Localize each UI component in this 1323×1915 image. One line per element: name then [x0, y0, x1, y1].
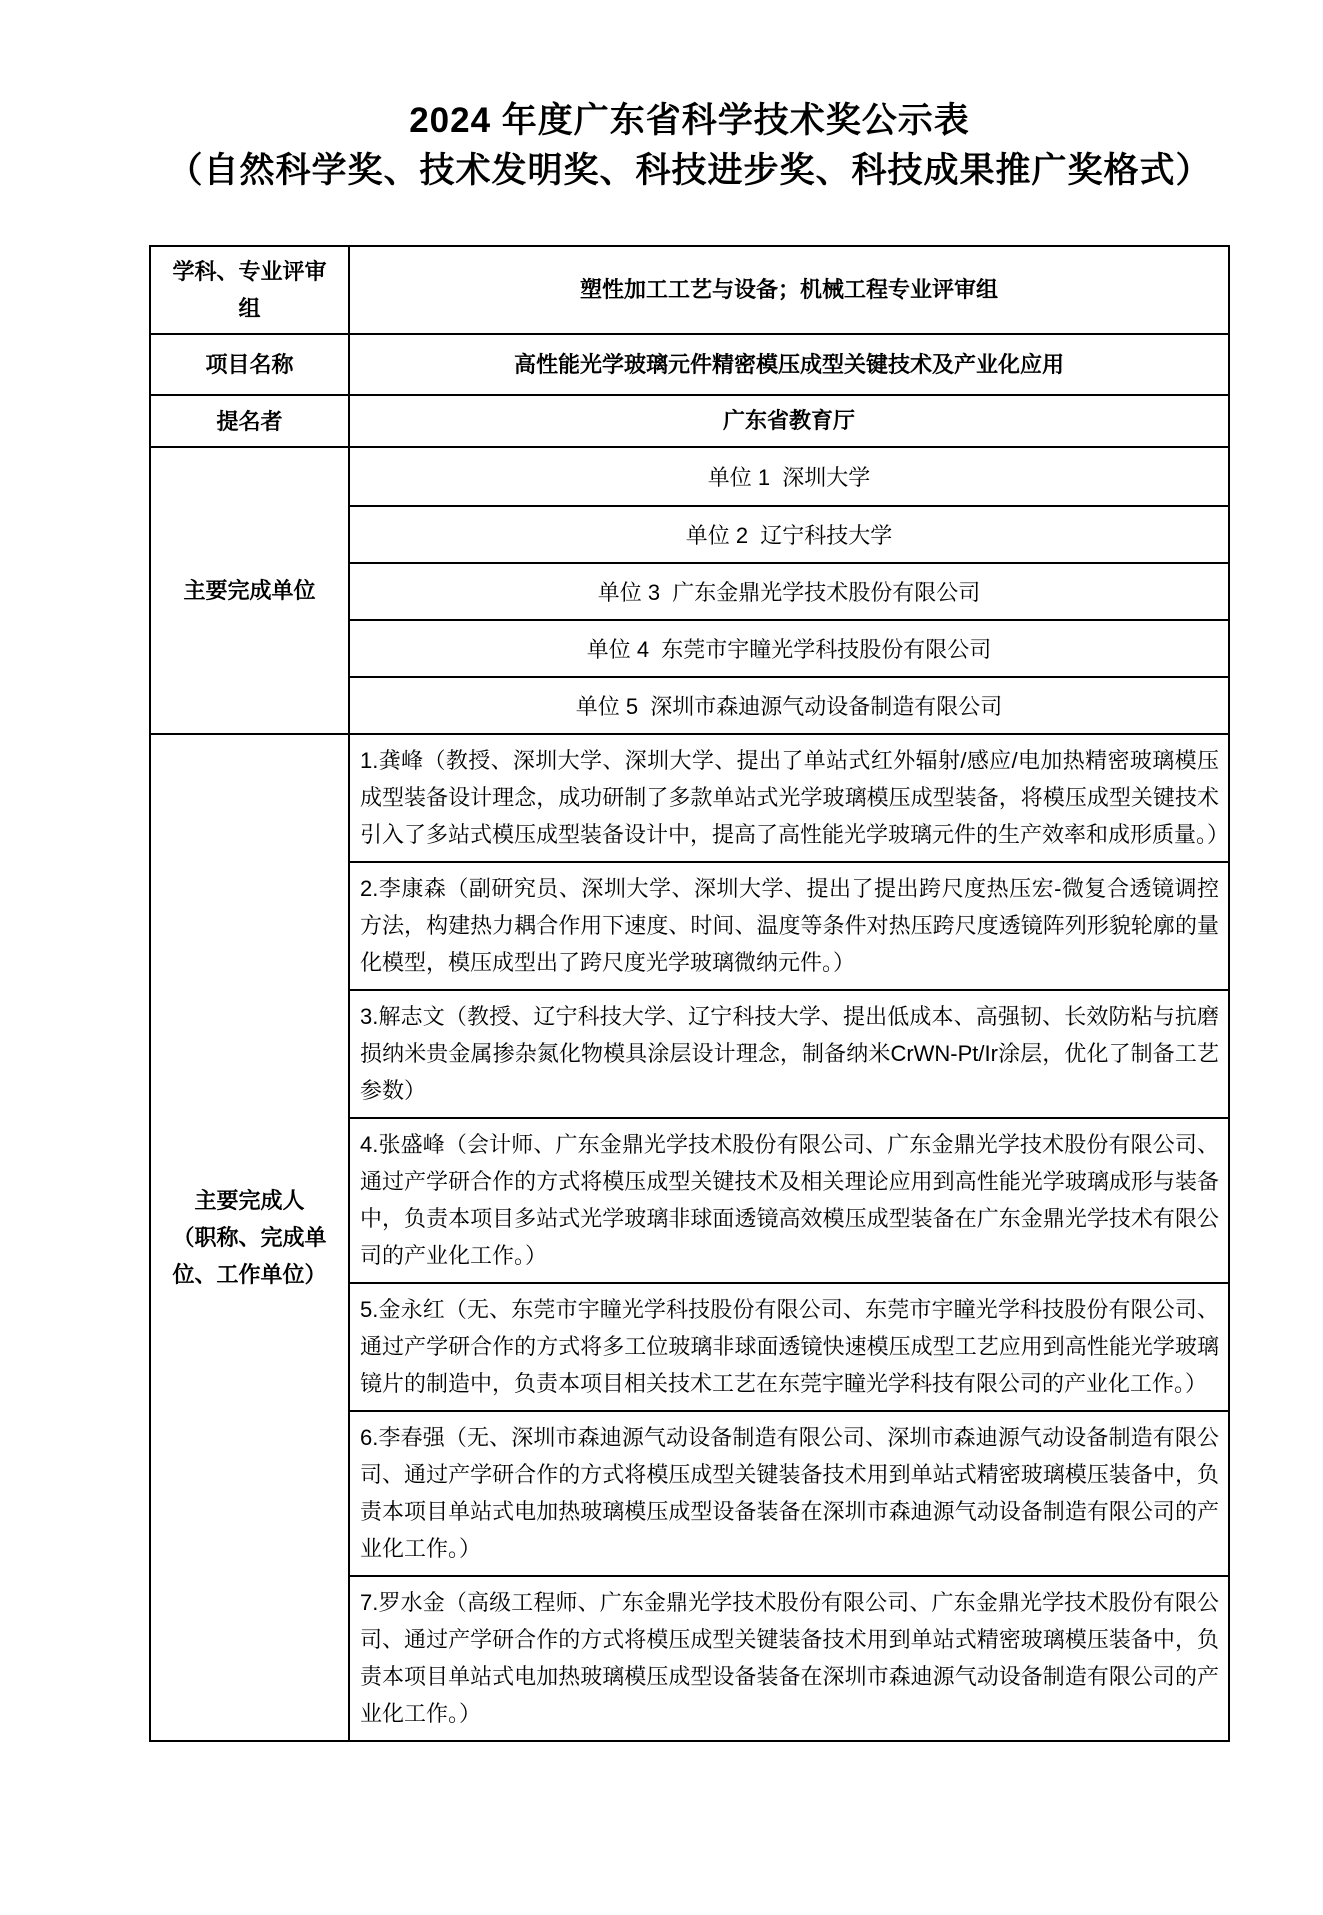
discipline-value: 塑性加工工艺与设备；机械工程专业评审组: [579, 277, 998, 302]
units-list: [350, 448, 1228, 733]
unit-item-4: 单位 4 东莞市宇瞳光学科技股份有限公司: [350, 619, 1228, 676]
persons-label: [151, 735, 350, 1740]
unit-item-2: 单位 2 辽宁科技大学: [350, 505, 1228, 562]
document-title: [149, 96, 1230, 196]
persons-list: [350, 735, 1228, 1740]
title-line-2: （自然科学奖、技术发明奖、科技进步奖、科技成果推广奖格式）: [167, 151, 1212, 190]
person-item-5: 5.金永红（无、东莞市宇瞳光学科技股份有限公司、东莞市宇瞳光学科技股份有限公司、通过产学研合作的方式将多工位玻璃非球面透镜快速模压成型工艺应用到高性能光学玻璃镜片的制造中，负责本项目相关技术工艺在东莞宇瞳光学科技有限公司的产业化工作。）: [350, 1282, 1228, 1410]
project-label: 项目名称: [151, 335, 350, 394]
discipline-label: 学科、专业评审组: [151, 247, 350, 333]
table-row-project: [151, 333, 1228, 394]
person-item-6: 6.李春强（无、深圳市森迪源气动设备制造有限公司、深圳市森迪源气动设备制造有限公司、通过产学研合作的方式将模压成型关键装备技术用到单站式精密玻璃模压装备中，负责本项目单站式电加热玻璃模压成型设备装备在深圳市森迪源气动设备制造有限公司的产业化工作。）: [350, 1410, 1228, 1575]
nominator-label: 提名者: [151, 396, 350, 446]
table-row-units: [151, 446, 1228, 733]
award-publicity-table: [149, 245, 1230, 1742]
nominator-value: 广东省教育厅: [722, 408, 855, 433]
person-item-7: 7.罗水金（高级工程师、广东金鼎光学技术股份有限公司、广东金鼎光学技术股份有限公司、通过产学研合作的方式将模压成型关键装备技术用到单站式精密玻璃模压装备中，负责本项目单站式电加热玻璃模压成型设备装备在深圳市森迪源气动设备制造有限公司的产业化工作。）: [350, 1575, 1228, 1740]
unit-item-5: 单位 5 深圳市森迪源气动设备制造有限公司: [350, 676, 1228, 733]
unit-item-3: 单位 3 广东金鼎光学技术股份有限公司: [350, 562, 1228, 619]
unit-item-1: 单位 1 深圳大学: [707, 465, 871, 490]
person-item-2: 2.李康森（副研究员、深圳大学、深圳大学、提出了提出跨尺度热压宏-微复合透镜调控方法，构建热力耦合作用下速度、时间、温度等条件对热压跨尺度透镜阵列形貌轮廓的量化模型，模压成型出了跨尺度光学玻璃微纳元件。）: [350, 861, 1228, 989]
persons-label-line-1: 主要完成人: [194, 1188, 305, 1213]
table-row-nominator: [151, 394, 1228, 446]
person-item-3: 3.解志文（教授、辽宁科技大学、辽宁科技大学、提出低成本、高强韧、长效防粘与抗磨损纳米贵金属掺杂氮化物模具涂层设计理念，制备纳米CrWN-Pt/Ir涂层，优化了制备工艺参数）: [350, 989, 1228, 1117]
title-line-1: 2024 年度广东省科学技术奖公示表: [409, 101, 970, 140]
project-value: 高性能光学玻璃元件精密模压成型关键技术及产业化应用: [513, 351, 1064, 377]
units-label: 主要完成单位: [151, 448, 350, 733]
persons-label-line-2: （职称、完成单位、工作单位）: [172, 1225, 327, 1287]
person-item-1: 1.龚峰（教授、深圳大学、深圳大学、提出了单站式红外辐射/感应/电加热精密玻璃模压成型装备设计理念，成功研制了多款单站式光学玻璃模压成型装备，将模压成型关键技术引入了多站式模压成型装备设计中，提高了高性能光学玻璃元件的生产效率和成形质量。）: [360, 748, 1230, 847]
table-row-persons: [151, 733, 1228, 1740]
table-row-discipline: [151, 247, 1228, 333]
person-item-4: 4.张盛峰（会计师、广东金鼎光学技术股份有限公司、广东金鼎光学技术股份有限公司、通过产学研合作的方式将模压成型关键技术及相关理论应用到高性能光学玻璃成形与装备中，负责本项目多站式光学玻璃非球面透镜高效模压成型装备在广东金鼎光学技术有限公司的产业化工作。）: [350, 1117, 1228, 1282]
